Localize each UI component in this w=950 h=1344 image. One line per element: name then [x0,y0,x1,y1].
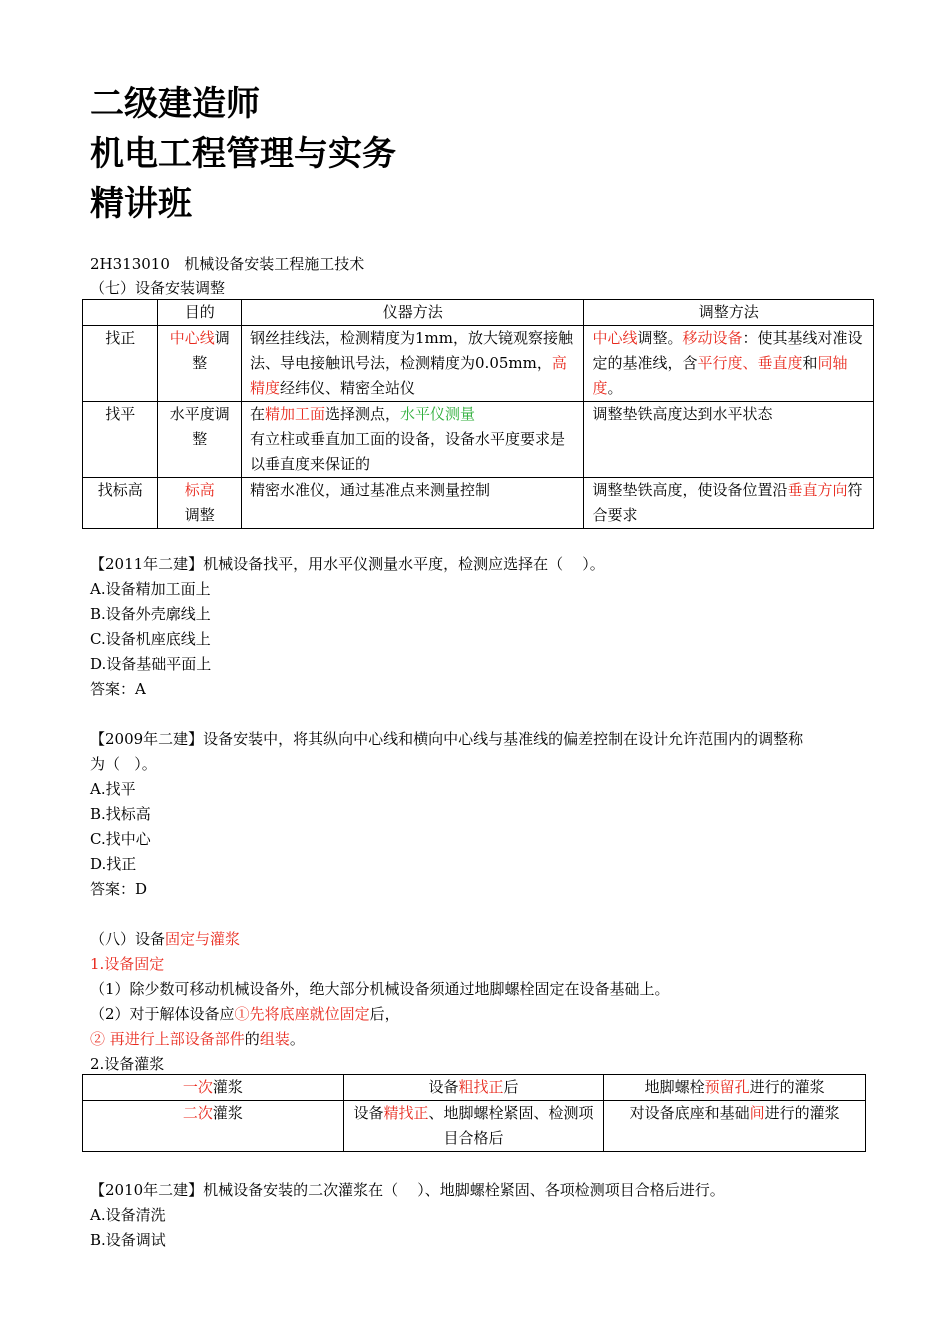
question-stem: 【2010年二建】机械设备安装的二次灌浆在（ ）、地脚螺栓紧固、各项检测项目合格后进行。 [90,1181,725,1199]
question-option: B.设备调试 [90,1231,166,1249]
section-code: 2H313010 机械设备安装工程施工技术 [90,255,365,273]
subsection-fix-grout: （八）设备固定与灌浆 [90,930,241,948]
grout-timing: 设备粗找正后 [343,1075,604,1101]
grouting-table [82,1074,866,1152]
question-option: A.设备精加工面上 [90,580,211,598]
question-option: B.设备外壳廓线上 [90,605,211,623]
grout-location: 地脚螺栓预留孔进行的灌浆 [604,1075,866,1101]
grout-type: 一次灌浆 [83,1075,344,1101]
adjustment-table [82,299,874,529]
row-method: 在精加工面选择测点，水平仪测量 有立柱或垂直加工面的设备，设备水平度要求是以垂直度来保证的 [242,402,584,478]
table-row [83,1101,866,1152]
row-name: 找平 [83,402,158,478]
table-row [83,402,874,478]
table-header-row [83,300,874,326]
table-header [83,300,158,326]
question-option: D.找正 [90,855,137,873]
table-header: 目的 [158,300,242,326]
title-course: 精讲班 [90,184,192,224]
grout-timing: 设备精找正、地脚螺栓紧固、检测项目合格后 [343,1101,604,1152]
table-row [83,478,874,529]
item-fixing-heading: 1.设备固定 [90,955,165,973]
paragraph: （2）对于解体设备应①先将底座就位固定后， [90,1005,400,1023]
row-adjust: 中心线调整。移动设备：使其基线对准设定的基准线，含平行度、垂直度和同轴度。 [584,326,874,402]
row-purpose: 水平度调整 [158,402,242,478]
table-header: 调整方法 [584,300,874,326]
row-name: 找正 [83,326,158,402]
paragraph: （1）除少数可移动机械设备外，绝大部分机械设备须通过地脚螺栓固定在设备基础上。 [90,980,670,998]
question-option: A.找平 [90,780,136,798]
table-row [83,1075,866,1101]
item-grouting-heading: 2.设备灌浆 [90,1055,165,1073]
question-stem: 【2011年二建】机械设备找平，用水平仪测量水平度，检测应选择在（ ）。 [90,555,605,573]
grout-location: 对设备底座和基础间进行的灌浆 [604,1101,866,1152]
row-name: 找标高 [83,478,158,529]
row-method: 精密水准仪，通过基准点来测量控制 [242,478,584,529]
grout-type: 二次灌浆 [83,1101,344,1152]
question-stem-cont: 为（ ）。 [90,755,157,773]
row-purpose: 标高 调整 [158,478,242,529]
row-adjust: 调整垫铁高度达到水平状态 [584,402,874,478]
question-option: A.设备清洗 [90,1206,166,1224]
row-purpose: 中心线调整 [158,326,242,402]
title-subject: 机电工程管理与实务 [90,134,396,174]
table-row [83,326,874,402]
question-option: B.找标高 [90,805,151,823]
question-option: C.找中心 [90,830,151,848]
row-method: 钢丝挂线法，检测精度为1mm，放大镜观察接触法、导电接触讯号法，检测精度为0.05mm，高精度经纬仪、精密全站仪 [242,326,584,402]
question-answer: 答案：D [90,880,148,898]
question-stem: 【2009年二建】设备安装中，将其纵向中心线和横向中心线与基准线的偏差控制在设计允许范围内的调整称 [90,730,804,748]
subsection-adjust: （七）设备安装调整 [90,279,226,297]
paragraph: ② 再进行上部设备部件的组装。 [90,1030,305,1048]
question-option: D.设备基础平面上 [90,655,212,673]
title-exam: 二级建造师 [90,84,260,124]
row-adjust: 调整垫铁高度，使设备位置沿垂直方向符合要求 [584,478,874,529]
question-option: C.设备机座底线上 [90,630,211,648]
question-answer: 答案：A [90,680,146,698]
table-header: 仪器方法 [242,300,584,326]
